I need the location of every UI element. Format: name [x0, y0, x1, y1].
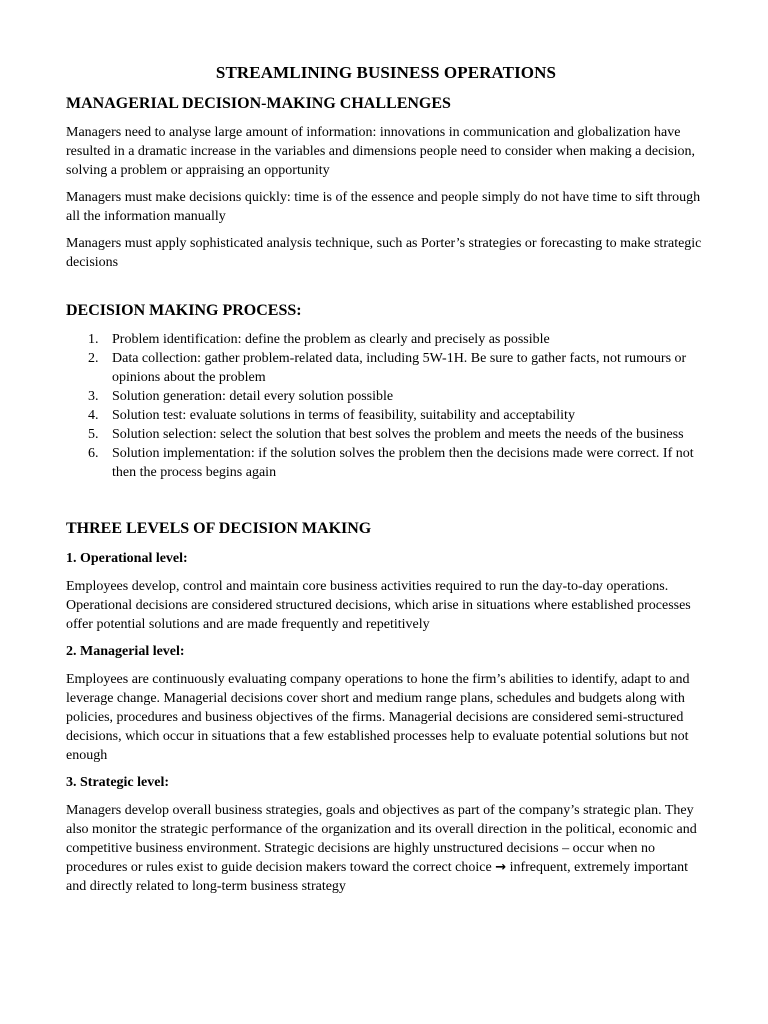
process-step [66, 406, 706, 425]
step-number: 6. [88, 446, 99, 461]
step-number: 2. [88, 351, 99, 366]
process-step [66, 425, 706, 444]
step-number: 4. [88, 408, 99, 423]
step-number: 3. [88, 389, 99, 404]
process-step [66, 330, 706, 349]
step-text: Solution generation: detail every solution possible [112, 389, 394, 404]
step-text: Solution test: evaluate solutions in terms of feasibility, suitability and acceptability [112, 408, 575, 423]
operational-level-text: Employees develop, control and maintain core business activities required to run the day-to-day operations. Operational decisions are considered structured decisions, which arise in situations where established processes offer potential solutions and are made frequently and repetitively [66, 579, 691, 632]
step-text: Data collection: gather problem-related data, including 5W-1H. Be sure to gather facts, not rumours or opinions about the problem [112, 351, 687, 385]
strategic-text-part-1: Managers develop overall business strategies, goals and objectives as part of the company’s strategic plan. They also monitor the strategic performance of the organization and its overall direction in the political, economic and competitive business environment. Strategic decisions are highly unstructured decisions – occur when no procedures or rules exist to guide decision makers toward the correct choice [66, 803, 697, 875]
levels-heading: THREE LEVELS OF DECISION MAKING [66, 520, 372, 537]
document-title: STREAMLINING BUSINESS OPERATIONS [215, 63, 557, 82]
process-step [66, 349, 706, 387]
step-text: Problem identification: define the problem as clearly and precisely as possible [112, 332, 550, 347]
strategic-level-heading: 3. Strategic level: [66, 775, 170, 790]
step-number: 5. [88, 427, 99, 442]
operational-level-heading: 1. Operational level: [66, 551, 188, 566]
managerial-level-text: Employees are continuously evaluating company operations to hone the firm’s abilities to identify, adapt to and leverage change. Managerial decisions cover short and medium range plans, schedules and budgets along with policies, procedures and business objectives of the firms. Managerial decisions are considered semi-structured decisions, which occur in situations that a few established processes help to evaluate potential solutions but not enough [66, 672, 690, 763]
step-number: 1. [88, 332, 99, 347]
strategic-text-part-2: infrequent, extremely important and directly related to long-term business strategy [66, 860, 689, 894]
challenges-heading: MANAGERIAL DECISION-MAKING CHALLENGES [66, 95, 451, 112]
right-arrow-icon: → [495, 860, 507, 875]
process-list [66, 330, 706, 482]
process-heading: DECISION MAKING PROCESS: [66, 302, 302, 319]
document-page [66, 62, 706, 896]
challenge-paragraph-3: Managers must apply sophisticated analysis technique, such as Porter’s strategies or forecasting to make strategic decisions [66, 236, 702, 270]
step-text: Solution selection: select the solution that best solves the problem and meets the needs of the business [112, 427, 684, 442]
challenge-paragraph-2: Managers must make decisions quickly: time is of the essence and people simply do not have time to sift through all the information manually [66, 190, 701, 224]
process-step [66, 444, 706, 482]
managerial-level-heading: 2. Managerial level: [66, 644, 185, 659]
strategic-level-text [66, 801, 706, 896]
step-text: Solution implementation: if the solution solves the problem then the decisions made were correct. If not then the process begins again [112, 446, 694, 480]
challenge-paragraph-1: Managers need to analyse large amount of information: innovations in communication and globalization have resulted in a dramatic increase in the variables and dimensions people need to consider when making a decision, solving a problem or appraising an opportunity [66, 125, 696, 178]
process-step [66, 387, 706, 406]
